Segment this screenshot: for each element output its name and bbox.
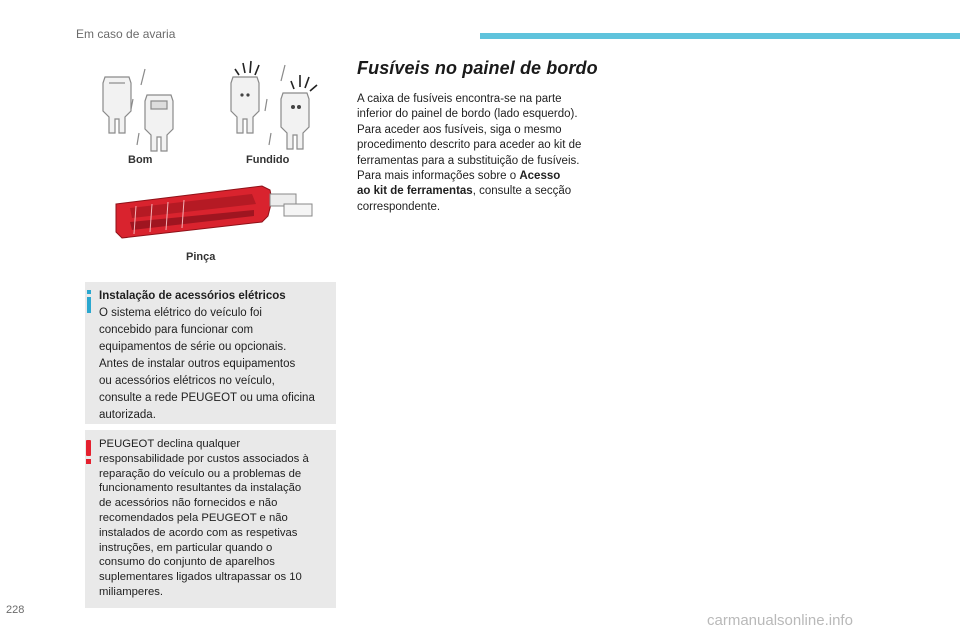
- fuse-blown-label: Fundido: [246, 154, 290, 166]
- header-accent-bar: [480, 33, 960, 39]
- section-line: Para aceder aos fusíveis, siga o mesmo: [357, 123, 562, 136]
- info-note-line: concebido para funcionar com: [99, 324, 254, 336]
- info-note-line: equipamentos de série ou opcionais.: [99, 341, 287, 353]
- section-line: A caixa de fusíveis encontra-se na parte: [357, 93, 562, 105]
- info-note-line: autorizada.: [99, 409, 156, 421]
- warning-note-line: reparação do veículo ou a problemas de: [99, 467, 302, 480]
- page-number: 228: [6, 604, 25, 616]
- section-bold-ref: Acesso: [519, 170, 561, 183]
- warning-note-line: instalados de acordo com as respetivas: [99, 526, 298, 539]
- section-bold-ref: ao kit de ferramentas: [357, 185, 473, 198]
- good-fuse-back: [103, 77, 131, 133]
- info-note-title: Instalação de acessórios elétricos: [99, 290, 286, 302]
- info-note: [85, 282, 336, 424]
- pliers-label: Pinça: [186, 251, 216, 263]
- info-note-line: O sistema elétrico do veículo foi: [99, 307, 262, 319]
- info-note-line: consulte a rede PEUGEOT ou uma oficina: [99, 392, 315, 404]
- warning-icon: [86, 440, 92, 464]
- warning-note: [85, 430, 336, 608]
- fuse-good-label: Bom: [128, 154, 153, 166]
- info-note-text: [99, 288, 332, 424]
- warning-note-line: de acessórios não fornecidos e não: [99, 497, 278, 510]
- blown-fuse-back: [231, 77, 259, 133]
- fuse-pliers-illustration: [112, 182, 317, 244]
- watermark: carmanualsonline.info: [707, 612, 853, 629]
- warning-note-line: PEUGEOT declina qualquer: [99, 438, 241, 450]
- section-line: procedimento descrito para aceder ao kit de: [357, 139, 582, 152]
- section-body: [357, 92, 617, 215]
- fuse-illustration: [95, 55, 330, 155]
- warning-note-line: recomendados pela PEUGEOT e não: [99, 511, 288, 524]
- section-line: inferior do painel de bordo (lado esquerdo).: [357, 108, 578, 121]
- section-line: correspondente.: [357, 200, 441, 213]
- running-header: Em caso de avaria: [76, 27, 176, 41]
- warning-note-line: responsabilidade por custos associados à: [99, 452, 309, 465]
- section-line: ferramentas para a substituição de fusíveis.: [357, 154, 580, 167]
- blown-fuse-front: [281, 93, 309, 149]
- warning-note-line: funcionamento resultantes da instalação: [99, 482, 302, 495]
- warning-note-line: miliamperes.: [99, 585, 164, 598]
- info-note-line: ou acessórios elétricos no veículo,: [99, 375, 275, 387]
- good-fuse-front: [145, 95, 173, 151]
- warning-note-line: suplementares ligados ultrapassar os 10: [99, 571, 302, 584]
- warning-note-line: consumo do conjunto de aparelhos: [99, 556, 275, 569]
- section-title: Fusíveis no painel de bordo: [357, 58, 598, 78]
- warning-note-line: instruções, em particular quando o: [99, 541, 273, 554]
- info-icon: [87, 290, 91, 313]
- section-line: Para mais informações sobre o: [357, 170, 520, 183]
- info-note-line: Antes de instalar outros equipamentos: [99, 358, 296, 370]
- warning-note-text: [99, 437, 332, 600]
- section-line: , consulte a secção: [472, 185, 572, 198]
